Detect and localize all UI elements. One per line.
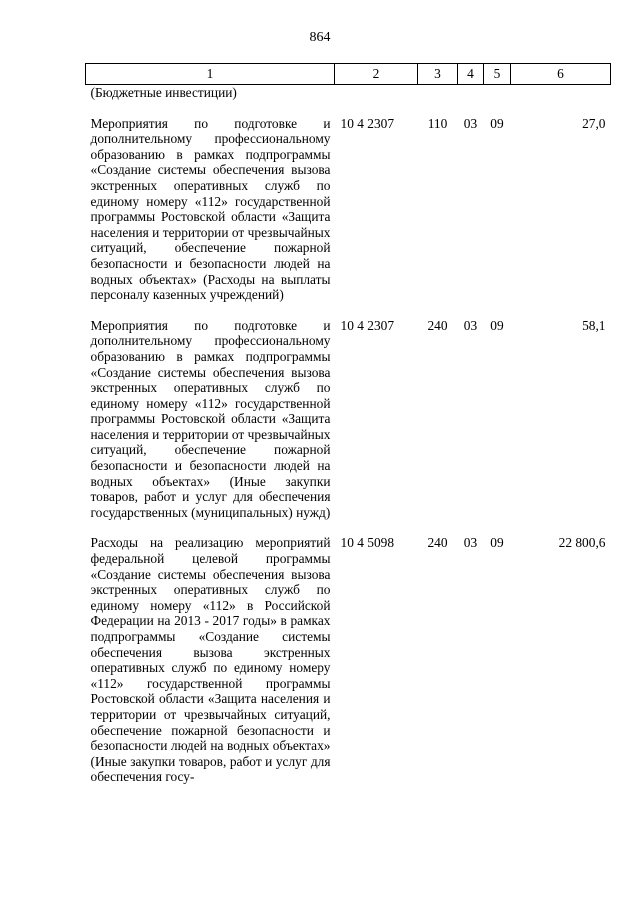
row-rz: 03 (463, 535, 478, 551)
row-vr: 240 (427, 317, 448, 333)
column-header-code: 2 (335, 64, 418, 85)
row-code: 10 4 2307 (340, 115, 395, 131)
row-vr: 110 (427, 115, 448, 131)
row-description: Мероприятия по подготовке и дополнительному профессиональному образованию в рамках подпрограммы «Создание системы обеспечения вызова экстренных оперативных служб по единому номеру «112» государственной программы Ростовской области «Защита населения и территории от чрезвычайных ситуаций, обеспечение пожарной безопасности и безопасности людей на водных объектах» (Расходы на выплаты персоналу казенных учреждений) (90, 115, 331, 303)
row-pr: 09 (490, 115, 504, 131)
table-row (86, 101, 611, 303)
continuation-text: (Бюджетные инвестиции) (90, 85, 237, 100)
row-code: 10 4 2307 (340, 317, 395, 333)
row-vr: 240 (427, 535, 448, 551)
table-header-row (86, 64, 611, 85)
row-description: Расходы на реализацию мероприятий федеральной целевой программы «Создание системы обеспечения вызова экстренных оперативных служб по единому номеру «112» в Российской Федерации на 2013 - 2017 годы» в рамках подпрограммы «Создание системы обеспечения вызова экстренных оперативных служб по единому номеру «112» государственной программы Ростовской области «Защита населения и территории от чрезвычайных ситуаций, обеспечение пожарной безопасности и безопасности людей на водных объектах» (Иные закупки товаров, работ и услуг для обеспечения госу- (90, 535, 331, 785)
row-rz: 03 (463, 115, 478, 131)
row-amount: 22 800,6 (558, 535, 606, 551)
column-header-rz: 4 (458, 64, 484, 85)
column-header-description: 1 (86, 64, 335, 85)
row-pr: 09 (490, 317, 504, 333)
column-header-pr: 5 (484, 64, 511, 85)
table-row (86, 303, 611, 521)
row-amount: 58,1 (582, 317, 606, 333)
column-header-amount: 6 (511, 64, 611, 85)
row-pr: 09 (490, 535, 504, 551)
row-description: Мероприятия по подготовке и дополнительному профессиональному образованию в рамках подпрограммы «Создание системы обеспечения вызова экстренных оперативных служб по единому номеру «112» государственной программы Ростовской области «Защита населения и территории от чрезвычайных ситуаций, обеспечение пожарной безопасности и безопасности людей на водных объектах» (Иные закупки товаров, работ и услуг для обеспечения государственных (муниципальных) нужд) (90, 317, 331, 520)
row-code: 10 4 5098 (340, 535, 395, 551)
row-rz: 03 (463, 317, 478, 333)
table-row (86, 520, 611, 785)
page-number: 864 (309, 30, 331, 45)
column-header-vr: 3 (418, 64, 458, 85)
row-amount: 27,0 (582, 115, 606, 131)
budget-table (85, 63, 611, 785)
continuation-row (86, 85, 611, 101)
